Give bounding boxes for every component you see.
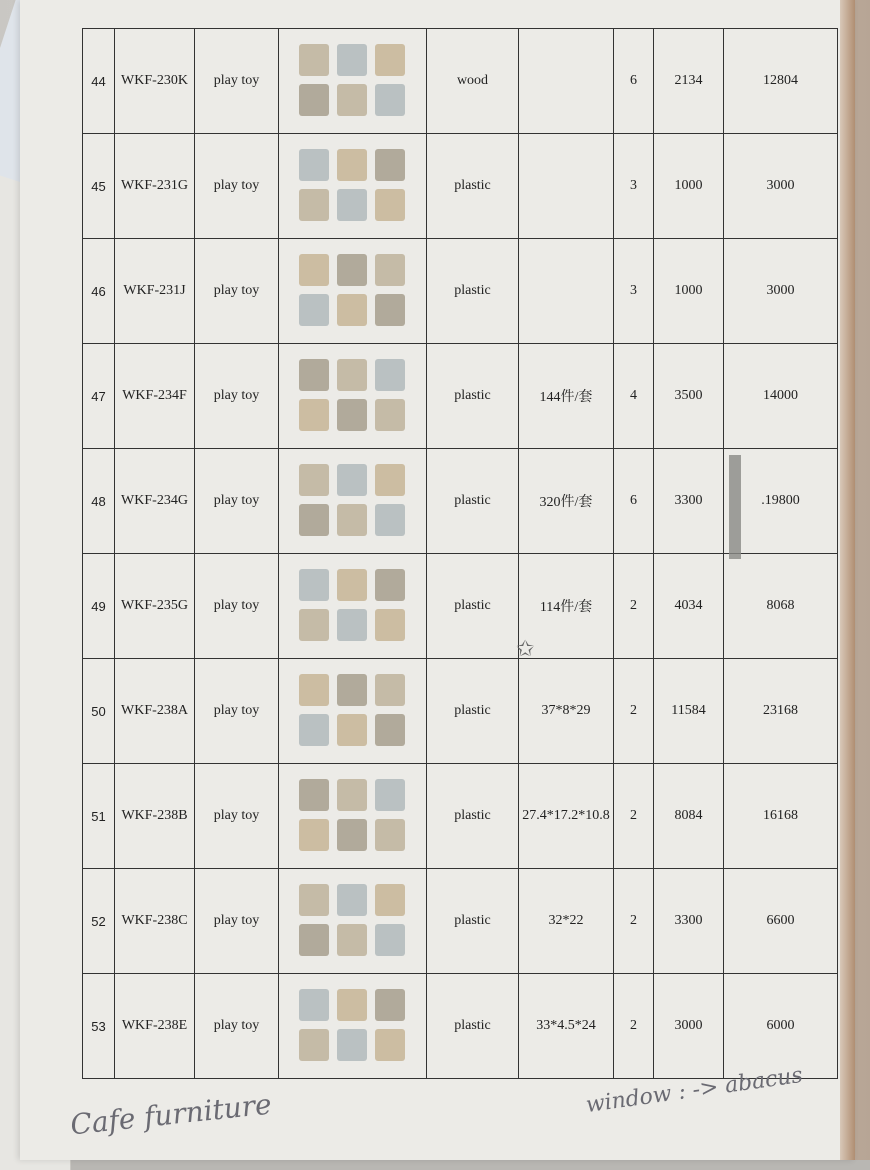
photo-detail	[337, 44, 367, 76]
cell-number-text: 50	[91, 703, 106, 719]
cell-number-text: 47	[91, 388, 106, 404]
cell-quantity	[614, 344, 654, 449]
cell-model-text: WKF-238C	[121, 913, 188, 928]
cell-model	[115, 554, 195, 659]
photo-detail	[375, 779, 405, 811]
photo-detail	[337, 254, 367, 286]
photo-detail	[375, 359, 405, 391]
table-row	[83, 239, 838, 344]
cell-spec	[519, 764, 614, 869]
photo-detail	[299, 989, 329, 1021]
photo-detail	[299, 674, 329, 706]
cell-material-text: plastic	[454, 913, 491, 928]
table-row	[83, 29, 838, 134]
photo-detail	[375, 464, 405, 496]
cell-spec	[519, 344, 614, 449]
cell-description	[195, 659, 279, 764]
cell-amount-text: 3000	[766, 178, 795, 193]
photo-detail	[299, 779, 329, 811]
photo-detail	[375, 609, 405, 641]
photo-detail	[375, 819, 405, 851]
cell-amount	[724, 239, 838, 344]
cell-amount	[724, 659, 838, 764]
cell-unit-price	[654, 659, 724, 764]
cell-quantity	[614, 449, 654, 554]
cell-quantity-text: 2	[630, 598, 637, 613]
cell-description-text: play toy	[213, 178, 260, 193]
cell-description-text: play toy	[213, 493, 260, 508]
cell-product-photo	[279, 239, 427, 344]
cell-model	[115, 239, 195, 344]
cell-model-text: WKF-230K	[121, 73, 188, 88]
cell-number	[83, 554, 115, 659]
cell-material-text: plastic	[454, 808, 491, 823]
photo-detail	[299, 254, 329, 286]
cell-product-photo	[279, 869, 427, 974]
cell-spec-text: 37*8*29	[541, 703, 591, 718]
photo-detail	[337, 674, 367, 706]
photo-detail	[337, 989, 367, 1021]
cell-model	[115, 659, 195, 764]
cell-amount-text: .19800	[761, 493, 800, 508]
photo-detail	[375, 924, 405, 956]
cell-description-text: play toy	[213, 388, 260, 403]
cell-number	[83, 974, 115, 1079]
cell-unit-price	[654, 134, 724, 239]
cell-unit-price	[654, 29, 724, 134]
photo-detail	[375, 294, 405, 326]
photo-detail	[375, 84, 405, 116]
cell-unit-price-text: 3500	[674, 388, 703, 403]
photo-detail	[375, 399, 405, 431]
cell-description-text: play toy	[213, 283, 260, 298]
cell-spec-text: 320件/套	[539, 495, 593, 510]
cell-model-text: WKF-231G	[121, 178, 188, 193]
cell-quantity-text: 2	[630, 703, 637, 718]
cell-quantity-text: 6	[630, 493, 637, 508]
cell-material	[427, 344, 519, 449]
cell-material-text: plastic	[454, 598, 491, 613]
cell-number	[83, 764, 115, 869]
photo-detail	[337, 819, 367, 851]
cell-description	[195, 239, 279, 344]
photo-detail	[337, 464, 367, 496]
cell-quantity	[614, 134, 654, 239]
photo-detail	[337, 924, 367, 956]
smudge-strip	[729, 455, 741, 559]
photo-detail	[299, 149, 329, 181]
cell-product-photo	[279, 659, 427, 764]
cell-material	[427, 554, 519, 659]
cell-description	[195, 449, 279, 554]
cell-description-text: play toy	[213, 703, 260, 718]
cell-number-text: 48	[91, 493, 106, 509]
table-row	[83, 659, 838, 764]
cell-number	[83, 869, 115, 974]
cell-amount-text: 16168	[763, 808, 798, 823]
cell-number	[83, 449, 115, 554]
cell-amount-text: 3000	[766, 283, 795, 298]
cell-quantity	[614, 869, 654, 974]
cell-product-photo	[279, 974, 427, 1079]
cell-number	[83, 29, 115, 134]
photo-detail	[375, 714, 405, 746]
cell-model-text: WKF-235G	[121, 598, 188, 613]
cell-unit-price	[654, 974, 724, 1079]
cell-product-photo	[279, 344, 427, 449]
table-row	[83, 554, 838, 659]
photo-detail	[375, 569, 405, 601]
photo-detail	[337, 714, 367, 746]
cell-unit-price-text: 1000	[674, 178, 703, 193]
cell-unit-price-text: 3300	[674, 493, 703, 508]
cell-model	[115, 449, 195, 554]
cell-quantity	[614, 239, 654, 344]
cell-quantity	[614, 659, 654, 764]
cell-description-text: play toy	[213, 598, 260, 613]
cell-quantity	[614, 974, 654, 1079]
cell-description	[195, 869, 279, 974]
cell-amount-text: 8068	[766, 598, 795, 613]
cell-unit-price-text: 3300	[674, 913, 703, 928]
cell-spec	[519, 29, 614, 134]
cell-model-text: WKF-234F	[122, 388, 187, 403]
cell-description	[195, 134, 279, 239]
cell-amount	[724, 974, 838, 1079]
cell-model	[115, 974, 195, 1079]
handwritten-note-left: Cafe furniture	[68, 1087, 274, 1142]
cell-spec	[519, 134, 614, 239]
cell-material	[427, 239, 519, 344]
photo-detail	[375, 884, 405, 916]
cell-quantity-text: 4	[630, 388, 637, 403]
cell-amount	[724, 344, 838, 449]
cell-amount	[724, 29, 838, 134]
table-body	[83, 29, 838, 1079]
cell-number	[83, 659, 115, 764]
photo-detail	[299, 189, 329, 221]
photo-detail	[337, 884, 367, 916]
cell-unit-price-text: 2134	[674, 73, 703, 88]
cell-description	[195, 554, 279, 659]
photo-detail	[299, 44, 329, 76]
table-row	[83, 134, 838, 239]
table-row	[83, 344, 838, 449]
photo-detail	[299, 1029, 329, 1061]
product-photo-thumbnail	[289, 561, 417, 651]
cell-number-text: 49	[91, 598, 106, 614]
product-photo-thumbnail	[289, 351, 417, 441]
star-icon: ✩	[516, 636, 535, 661]
cell-product-photo	[279, 554, 427, 659]
product-photo-thumbnail	[289, 246, 417, 336]
cell-model-text: WKF-238B	[121, 808, 188, 823]
cell-description-text: play toy	[213, 808, 260, 823]
cell-unit-price-text: 1000	[674, 283, 703, 298]
cell-product-photo	[279, 449, 427, 554]
photo-detail	[375, 189, 405, 221]
product-photo-thumbnail	[289, 456, 417, 546]
cell-material-text: plastic	[454, 703, 491, 718]
photo-detail	[337, 609, 367, 641]
photo-detail	[337, 569, 367, 601]
photo-detail	[375, 989, 405, 1021]
cell-model	[115, 344, 195, 449]
cell-model	[115, 29, 195, 134]
cell-model-text: WKF-238E	[121, 1018, 188, 1033]
photo-detail	[299, 84, 329, 116]
cell-product-photo	[279, 29, 427, 134]
cell-quantity-text: 6	[630, 73, 637, 88]
photo-detail	[337, 84, 367, 116]
photo-detail	[375, 44, 405, 76]
cell-amount	[724, 134, 838, 239]
cell-model-text: WKF-238A	[121, 703, 188, 718]
cell-material	[427, 764, 519, 869]
cell-description-text: play toy	[213, 73, 260, 88]
cell-number	[83, 239, 115, 344]
cell-unit-price	[654, 239, 724, 344]
cell-unit-price	[654, 344, 724, 449]
table-row	[83, 869, 838, 974]
cell-number-text: 53	[91, 1018, 106, 1034]
cell-amount-text: 6000	[766, 1018, 795, 1033]
photo-detail	[337, 189, 367, 221]
cell-material	[427, 449, 519, 554]
cell-material-text: plastic	[454, 178, 491, 193]
photo-detail	[375, 254, 405, 286]
cell-spec-text: 144件/套	[539, 390, 593, 405]
cell-model	[115, 134, 195, 239]
photo-detail	[375, 1029, 405, 1061]
cell-material-text: plastic	[454, 1018, 491, 1033]
cell-quantity-text: 2	[630, 913, 637, 928]
product-photo-thumbnail	[289, 981, 417, 1071]
cell-material	[427, 29, 519, 134]
cell-amount	[724, 869, 838, 974]
cell-spec	[519, 239, 614, 344]
cell-spec	[519, 449, 614, 554]
product-table	[82, 28, 838, 1079]
photo-detail	[337, 359, 367, 391]
cell-number-text: 51	[91, 808, 106, 824]
cell-quantity-text: 2	[630, 808, 637, 823]
cell-unit-price	[654, 449, 724, 554]
photo-detail	[299, 714, 329, 746]
table-row	[83, 449, 838, 554]
cell-unit-price-text: 4034	[674, 598, 703, 613]
photo-detail	[299, 399, 329, 431]
cell-description	[195, 344, 279, 449]
product-photo-thumbnail	[289, 141, 417, 231]
cell-description	[195, 764, 279, 869]
photo-detail	[299, 504, 329, 536]
product-table-wrapper	[82, 28, 837, 1079]
cell-description-text: play toy	[213, 913, 260, 928]
cell-unit-price	[654, 869, 724, 974]
photo-detail	[375, 149, 405, 181]
cell-unit-price-text: 11584	[671, 703, 706, 718]
cell-amount-text: 14000	[763, 388, 798, 403]
cell-quantity-text: 3	[630, 283, 637, 298]
photo-detail	[299, 359, 329, 391]
cell-number-text: 45	[91, 178, 106, 194]
photo-detail	[337, 779, 367, 811]
cell-spec-text: 27.4*17.2*10.8	[522, 808, 610, 823]
photo-detail	[375, 504, 405, 536]
product-photo-thumbnail	[289, 771, 417, 861]
cell-spec-text: 32*22	[548, 913, 584, 928]
photo-detail	[299, 569, 329, 601]
product-photo-thumbnail	[289, 876, 417, 966]
cell-material	[427, 974, 519, 1079]
photo-detail	[375, 674, 405, 706]
cell-material	[427, 869, 519, 974]
cell-quantity	[614, 764, 654, 869]
photo-detail	[337, 1029, 367, 1061]
cell-model-text: WKF-234G	[121, 493, 188, 508]
cell-number	[83, 134, 115, 239]
cell-product-photo	[279, 134, 427, 239]
cell-amount-text: 23168	[763, 703, 798, 718]
cell-model	[115, 764, 195, 869]
cell-model	[115, 869, 195, 974]
cell-unit-price	[654, 554, 724, 659]
cell-quantity-text: 2	[630, 1018, 637, 1033]
cell-amount-text: 12804	[763, 73, 798, 88]
table-row	[83, 974, 838, 1079]
cell-material-text: plastic	[454, 493, 491, 508]
cell-material-text: plastic	[454, 283, 491, 298]
handwritten-note-right: window : -> abacus	[584, 1062, 805, 1119]
photo-detail	[337, 294, 367, 326]
cell-number	[83, 344, 115, 449]
paper-shadow-edge	[840, 0, 855, 1160]
cell-material	[427, 659, 519, 764]
cell-amount-text: 6600	[766, 913, 795, 928]
cell-number-text: 44	[91, 73, 106, 89]
cell-spec-text: 114件/套	[539, 600, 593, 615]
cell-model-text: WKF-231J	[123, 283, 186, 298]
table-row	[83, 764, 838, 869]
cell-quantity-text: 3	[630, 178, 637, 193]
document-page	[20, 0, 855, 1160]
product-photo-thumbnail	[289, 666, 417, 756]
photo-detail	[299, 294, 329, 326]
photo-detail	[299, 819, 329, 851]
photo-detail	[299, 609, 329, 641]
cell-description	[195, 29, 279, 134]
cell-product-photo	[279, 764, 427, 869]
cell-number-text: 52	[91, 913, 106, 929]
cell-spec	[519, 659, 614, 764]
photo-detail	[337, 149, 367, 181]
cell-unit-price-text: 8084	[674, 808, 703, 823]
product-photo-thumbnail	[289, 36, 417, 126]
photo-detail	[299, 924, 329, 956]
cell-spec-text: 33*4.5*24	[536, 1018, 596, 1033]
photo-detail	[299, 884, 329, 916]
cell-material	[427, 134, 519, 239]
photo-detail	[299, 464, 329, 496]
cell-quantity	[614, 554, 654, 659]
cell-description	[195, 974, 279, 1079]
cell-material-text: wood	[456, 73, 489, 88]
cell-quantity	[614, 29, 654, 134]
photo-detail	[337, 504, 367, 536]
cell-material-text: plastic	[454, 388, 491, 403]
cell-spec	[519, 869, 614, 974]
cell-amount	[724, 554, 838, 659]
photo-detail	[337, 399, 367, 431]
cell-amount	[724, 764, 838, 869]
cell-spec	[519, 974, 614, 1079]
cell-description-text: play toy	[213, 1018, 260, 1033]
cell-unit-price-text: 3000	[674, 1018, 703, 1033]
cell-unit-price	[654, 764, 724, 869]
cell-number-text: 46	[91, 283, 106, 299]
